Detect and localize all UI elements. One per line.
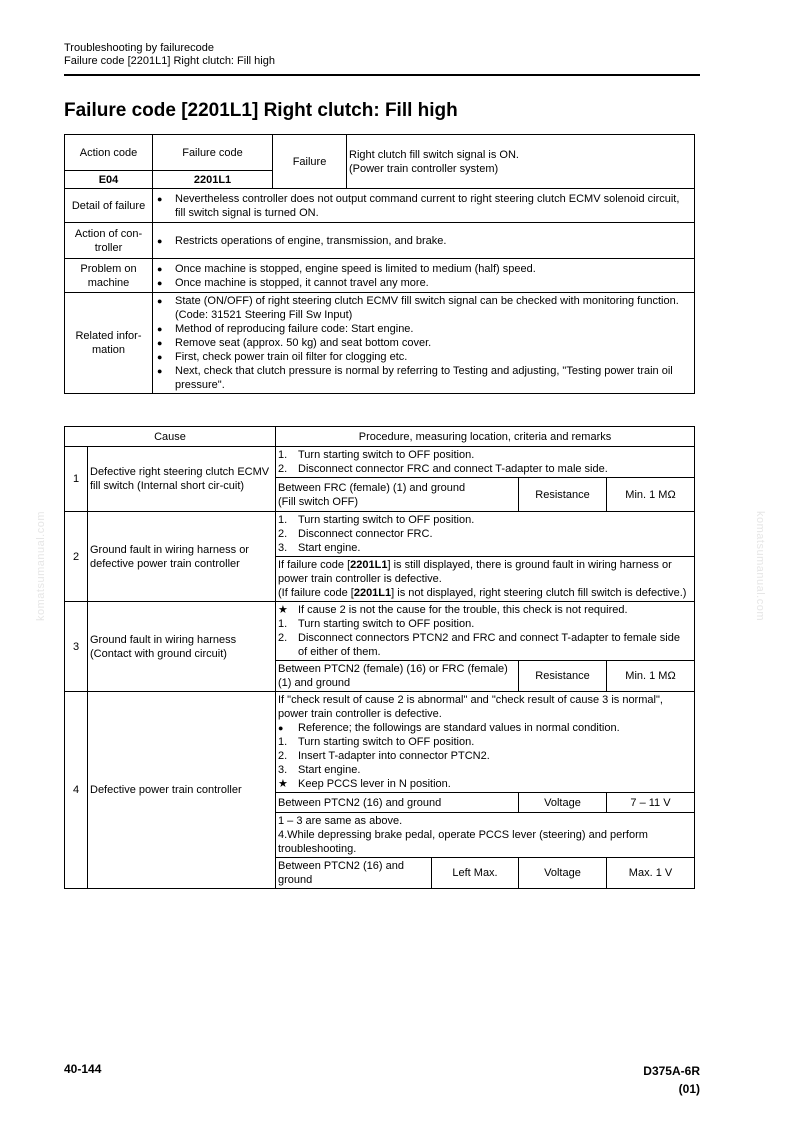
star-note: ★ Keep PCCS lever in N position. (278, 778, 451, 790)
result-line: (If failure code [2201L1] is not displayed, right steering clutch fill switch is defective.) (278, 587, 687, 599)
step: 3. Start engine. (278, 764, 361, 776)
star-note: ★ If cause 2 is not the cause for the trouble, this check is not required. (278, 604, 628, 616)
procedure-steps (276, 447, 695, 478)
cause-header: Cause (65, 427, 276, 447)
cause-number: 3 (65, 602, 88, 692)
step: 1. Turn starting switch to OFF position. (278, 514, 475, 526)
failure-text (347, 135, 695, 189)
measurement-condition: Left Max. (432, 858, 519, 889)
step: 1. Turn starting switch to OFF position. (278, 736, 475, 748)
detail-label: Detail of failure (65, 189, 153, 223)
detail-item: ● Nevertheless controller does not output command current to right steering clutch ECMV solenoid circuit, fill switch signal is turned ON. (155, 192, 692, 220)
action-label: Action of con-troller (65, 223, 153, 259)
related-item: ● First, check power train oil filter for clogging etc. (155, 350, 692, 364)
page-title: Failure code [2201L1] Right clutch: Fill high (64, 100, 458, 121)
procedure-steps (276, 512, 695, 557)
reference-note: ● Reference; the followings are standard values in normal condition. (278, 722, 620, 734)
criteria-value: Min. 1 MΩ (607, 661, 695, 692)
step: 2. Disconnect connector FRC. (278, 528, 433, 540)
procedure-notes (276, 813, 695, 858)
procedure-steps (276, 692, 695, 793)
cause-number: 1 (65, 447, 88, 512)
measurement-line: (Fill switch OFF) (278, 495, 359, 508)
related-item: ● Method of reproducing failure code: Start engine. (155, 322, 692, 336)
cause-number: 2 (65, 512, 88, 602)
criteria-value: Max. 1 V (607, 858, 695, 889)
detail-of-failure (153, 189, 695, 223)
measurement-line: Between FRC (female) (1) and ground (278, 481, 466, 494)
criteria-value: Min. 1 MΩ (607, 478, 695, 512)
step: 1. Turn starting switch to OFF position. (278, 618, 475, 630)
measurement-location: Between PTCN2 (16) and ground (276, 793, 519, 813)
header-line-2: Failure code [2201L1] Right clutch: Fill high (64, 55, 275, 67)
failure-text-2: (Power train controller system) (349, 162, 499, 175)
header-line-1: Troubleshooting by failurecode (64, 42, 215, 54)
action-of-controller (153, 223, 695, 259)
failure-info-table (64, 134, 695, 394)
footer-model (600, 1062, 700, 1098)
cause-number: 4 (65, 692, 88, 889)
measurement-item: Resistance (519, 661, 607, 692)
problem-on-machine (153, 259, 695, 293)
action-code-label: Action code (65, 135, 153, 171)
intro-text: If "check result of cause 2 is abnormal" and "check result of cause 3 is normal", power train controller is defective. (278, 694, 663, 720)
measurement-item: Resistance (519, 478, 607, 512)
problem-item: ● Once machine is stopped, engine speed is limited to medium (half) speed. (155, 262, 692, 276)
step: 2. Disconnect connector FRC and connect T-adapter to male side. (278, 463, 608, 475)
related-item: ● Next, check that clutch pressure is normal by referring to Testing and adjusting, "Testing power train oil pressure". (155, 364, 692, 392)
step: 2. Insert T-adapter into connector PTCN2. (278, 750, 490, 762)
criteria-value: 7 – 11 V (607, 793, 695, 813)
note-line: 4.While depressing brake pedal, operate PCCS lever (steering) and perform troubleshooting. (278, 829, 648, 855)
step: 3. Start engine. (278, 542, 361, 554)
cause-description: Defective right steering clutch ECMV fill switch (Internal short cir-cuit) (88, 447, 276, 512)
measurement-item: Voltage (519, 858, 607, 889)
cause-description: Ground fault in wiring harness (Contact with ground circuit) (88, 602, 276, 692)
problem-label: Problem on machine (65, 259, 153, 293)
related-item-code: (Code: 31521 Steering Fill Sw Input) (175, 309, 353, 321)
action-code: E04 (65, 171, 153, 189)
header-rule (64, 74, 700, 76)
measurement-location: Between PTCN2 (16) and ground (276, 858, 432, 889)
step: 1. Turn starting switch to OFF position. (278, 449, 475, 461)
procedure-result (276, 557, 695, 602)
watermark-right: komatsumanual.com (754, 511, 766, 621)
revision: (01) (678, 1082, 700, 1096)
page-number: 40-144 (64, 1062, 102, 1076)
result-line: If failure code [2201L1] is still displayed, there is ground fault in wiring harness or power train controller is defective. (278, 559, 672, 585)
failure-text-1: Right clutch fill switch signal is ON. (349, 148, 519, 161)
related-information (153, 293, 695, 394)
cause-description: Defective power train controller (88, 692, 276, 889)
failure-code-ref: 2201L1 (353, 587, 392, 599)
note-line: 1 – 3 are same as above. (278, 815, 403, 827)
failure-code: 2201L1 (153, 171, 273, 189)
model-name: D375A-6R (643, 1064, 700, 1078)
cause-table (64, 426, 695, 889)
action-item: ● Restricts operations of engine, transmission, and brake. (155, 234, 692, 248)
failure-code-ref: 2201L1 (350, 559, 388, 571)
watermark-left: komatsumanual.com (35, 511, 47, 621)
failure-code-label: Failure code (153, 135, 273, 171)
measurement-item: Voltage (519, 793, 607, 813)
procedure-header: Procedure, measuring location, criteria and remarks (276, 427, 695, 447)
related-label: Related infor-mation (65, 293, 153, 394)
problem-item: ● Once machine is stopped, it cannot travel any more. (155, 276, 692, 290)
related-item: ● Remove seat (approx. 50 kg) and seat bottom cover. (155, 336, 692, 350)
cause-description: Ground fault in wiring harness or defective power train controller (88, 512, 276, 602)
step: 2. Disconnect connectors PTCN2 and FRC and connect T-adapter to female side of either of them. (278, 632, 680, 658)
measurement-location: Between PTCN2 (female) (16) or FRC (female) (1) and ground (276, 661, 519, 692)
procedure-steps (276, 602, 695, 661)
related-item: ● State (ON/OFF) of right steering clutch ECMV fill switch signal can be checked with monitoring function. (155, 294, 692, 308)
measurement-location (276, 478, 519, 512)
running-header (64, 42, 275, 68)
failure-label: Failure (273, 135, 347, 189)
